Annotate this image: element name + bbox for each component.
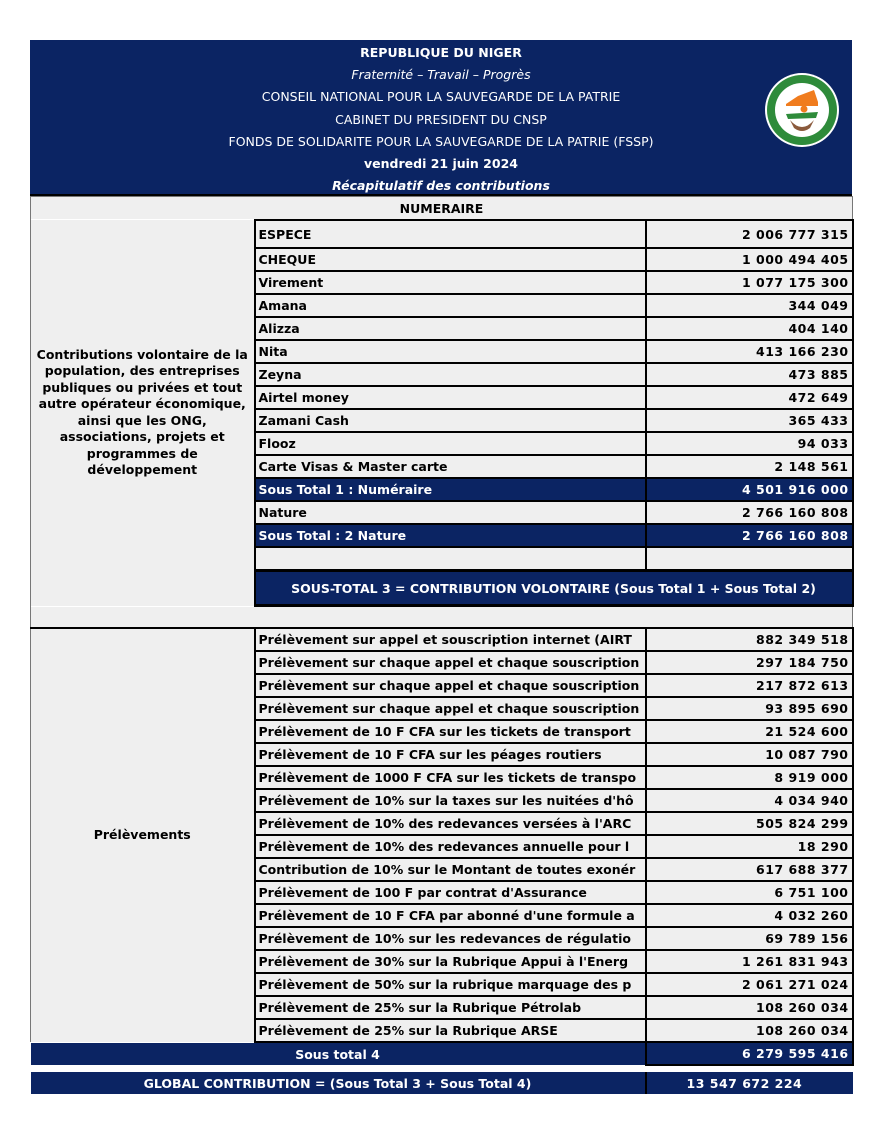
row-label: Airtel money xyxy=(255,386,646,409)
subtotal4-row xyxy=(31,1042,853,1065)
spacer-cell xyxy=(31,1065,853,1072)
row-value: 2 061 271 024 xyxy=(646,973,853,996)
subtotal2-label: Sous Total : 2 Nature xyxy=(255,524,646,547)
row-label: Prélèvement sur chaque appel et chaque souscription xyxy=(255,674,646,697)
row-label: Prélèvement sur appel et souscription internet (AIRT xyxy=(255,628,646,651)
row-label: Prélèvement de 30% sur la Rubrique Appui à l'Energ xyxy=(255,950,646,973)
subtotal1-label: Sous Total 1 : Numéraire xyxy=(255,478,646,501)
row-value: 473 885 xyxy=(646,363,853,386)
row-label: CHEQUE xyxy=(255,248,646,271)
row-value: 69 789 156 xyxy=(646,927,853,950)
row-value: 505 824 299 xyxy=(646,812,853,835)
spacer-cell xyxy=(31,606,853,629)
voluntary-contributions-group-label: Contributions volontaire de la population, des entreprises publiques ou privées et tout autre opérateur économique, ainsi que les ONG, associations, projets et programmes de développement xyxy=(31,220,255,606)
row-label: Zeyna xyxy=(255,363,646,386)
report-subtitle: Récapitulatif des contributions xyxy=(332,178,550,194)
subtotal4-value: 6 279 595 416 xyxy=(646,1042,853,1065)
row-label: Prélèvement de 50% sur la rubrique marquage des p xyxy=(255,973,646,996)
nature-label: Nature xyxy=(255,501,646,524)
row-label: Prélèvement de 10% sur les redevances de régulatio xyxy=(255,927,646,950)
spacer-row xyxy=(31,1065,853,1072)
numeraire-heading-row xyxy=(31,197,853,221)
row-label: Prélèvement de 25% sur la Rubrique Pétrolab xyxy=(255,996,646,1019)
row-value: 94 033 xyxy=(646,432,853,455)
row-value: 882 349 518 xyxy=(646,628,853,651)
row-label: Contribution de 10% sur le Montant de toutes exonér xyxy=(255,858,646,881)
cabinet-name: CABINET DU PRESIDENT DU CNSP xyxy=(335,111,547,127)
row-label: Prélèvement sur chaque appel et chaque souscription xyxy=(255,651,646,674)
empty-cell xyxy=(255,547,646,571)
row-value: 10 087 790 xyxy=(646,743,853,766)
row-value: 297 184 750 xyxy=(646,651,853,674)
row-value: 2 006 777 315 xyxy=(646,220,853,248)
row-label: Prélèvement de 10 F CFA sur les tickets de transport xyxy=(255,720,646,743)
row-value: 4 034 940 xyxy=(646,789,853,812)
row-value: 2 148 561 xyxy=(646,455,853,478)
contributions-summary-sheet xyxy=(30,40,852,1094)
row-value: 108 260 034 xyxy=(646,996,853,1019)
table-row xyxy=(31,220,853,248)
row-label: Nita xyxy=(255,340,646,363)
row-value: 1 261 831 943 xyxy=(646,950,853,973)
prelevements-group-label: Prélèvements xyxy=(31,628,255,1042)
row-label: Alizza xyxy=(255,317,646,340)
row-label: Prélèvement de 25% sur la Rubrique ARSE xyxy=(255,1019,646,1042)
contributions-table xyxy=(30,196,853,1094)
subtotal2-value: 2 766 160 808 xyxy=(646,524,853,547)
fund-name: FONDS DE SOLIDARITE POUR LA SAUVEGARDE DE LA PATRIE (FSSP) xyxy=(228,133,654,149)
row-label: Prélèvement de 1000 F CFA sur les tickets de transpo xyxy=(255,766,646,789)
subtotal1-value: 4 501 916 000 xyxy=(646,478,853,501)
global-contribution-row xyxy=(31,1072,853,1094)
row-value: 472 649 xyxy=(646,386,853,409)
numeraire-heading: NUMERAIRE xyxy=(31,197,853,221)
row-label: Amana xyxy=(255,294,646,317)
global-contribution-label: GLOBAL CONTRIBUTION = (Sous Total 3 + Sous Total 4) xyxy=(31,1072,646,1094)
table-row xyxy=(31,628,853,651)
row-value: 413 166 230 xyxy=(646,340,853,363)
row-value: 404 140 xyxy=(646,317,853,340)
row-label: Prélèvement de 10 F CFA par abonné d'une formule a xyxy=(255,904,646,927)
row-label: Prélèvement sur chaque appel et chaque souscription xyxy=(255,697,646,720)
row-label: Prélèvement de 10% sur la taxes sur les nuitées d'hô xyxy=(255,789,646,812)
row-value: 6 751 100 xyxy=(646,881,853,904)
country-title: REPUBLIQUE DU NIGER xyxy=(360,45,522,60)
row-value: 108 260 034 xyxy=(646,1019,853,1042)
council-name: CONSEIL NATIONAL POUR LA SAUVEGARDE DE LA PATRIE xyxy=(261,89,621,105)
row-value: 1 000 494 405 xyxy=(646,248,853,271)
row-label: Prélèvement de 100 F par contrat d'Assurance xyxy=(255,881,646,904)
row-label: Flooz xyxy=(255,432,646,455)
row-label: Zamani Cash xyxy=(255,409,646,432)
global-contribution-value: 13 547 672 224 xyxy=(646,1072,853,1094)
row-label: Prélèvement de 10% des redevances annuelle pour l xyxy=(255,835,646,858)
row-value: 1 077 175 300 xyxy=(646,271,853,294)
row-label: Prélèvement de 10% des redevances versées à l'ARC xyxy=(255,812,646,835)
subtotal3-label: SOUS-TOTAL 3 = CONTRIBUTION VOLONTAIRE (Sous Total 1 + Sous Total 2) xyxy=(255,571,853,606)
national-motto: Fraternité – Travail – Progrès xyxy=(351,67,531,83)
row-value: 93 895 690 xyxy=(646,697,853,720)
report-date: vendredi 21 juin 2024 xyxy=(364,156,518,172)
row-label: ESPECE xyxy=(255,220,646,248)
row-label: Prélèvement de 10 F CFA sur les péages routiers xyxy=(255,743,646,766)
document-header xyxy=(30,40,852,196)
row-value: 365 433 xyxy=(646,409,853,432)
row-value: 217 872 613 xyxy=(646,674,853,697)
fssp-emblem-icon xyxy=(764,72,840,148)
row-value: 344 049 xyxy=(646,294,853,317)
row-label: Virement xyxy=(255,271,646,294)
nature-value: 2 766 160 808 xyxy=(646,501,853,524)
row-value: 4 032 260 xyxy=(646,904,853,927)
row-value: 18 290 xyxy=(646,835,853,858)
row-value: 8 919 000 xyxy=(646,766,853,789)
row-label: Carte Visas & Master carte xyxy=(255,455,646,478)
empty-cell xyxy=(646,547,853,571)
row-value: 617 688 377 xyxy=(646,858,853,881)
subtotal4-label: Sous total 4 xyxy=(31,1042,646,1065)
row-value: 21 524 600 xyxy=(646,720,853,743)
spacer-row xyxy=(31,606,853,629)
